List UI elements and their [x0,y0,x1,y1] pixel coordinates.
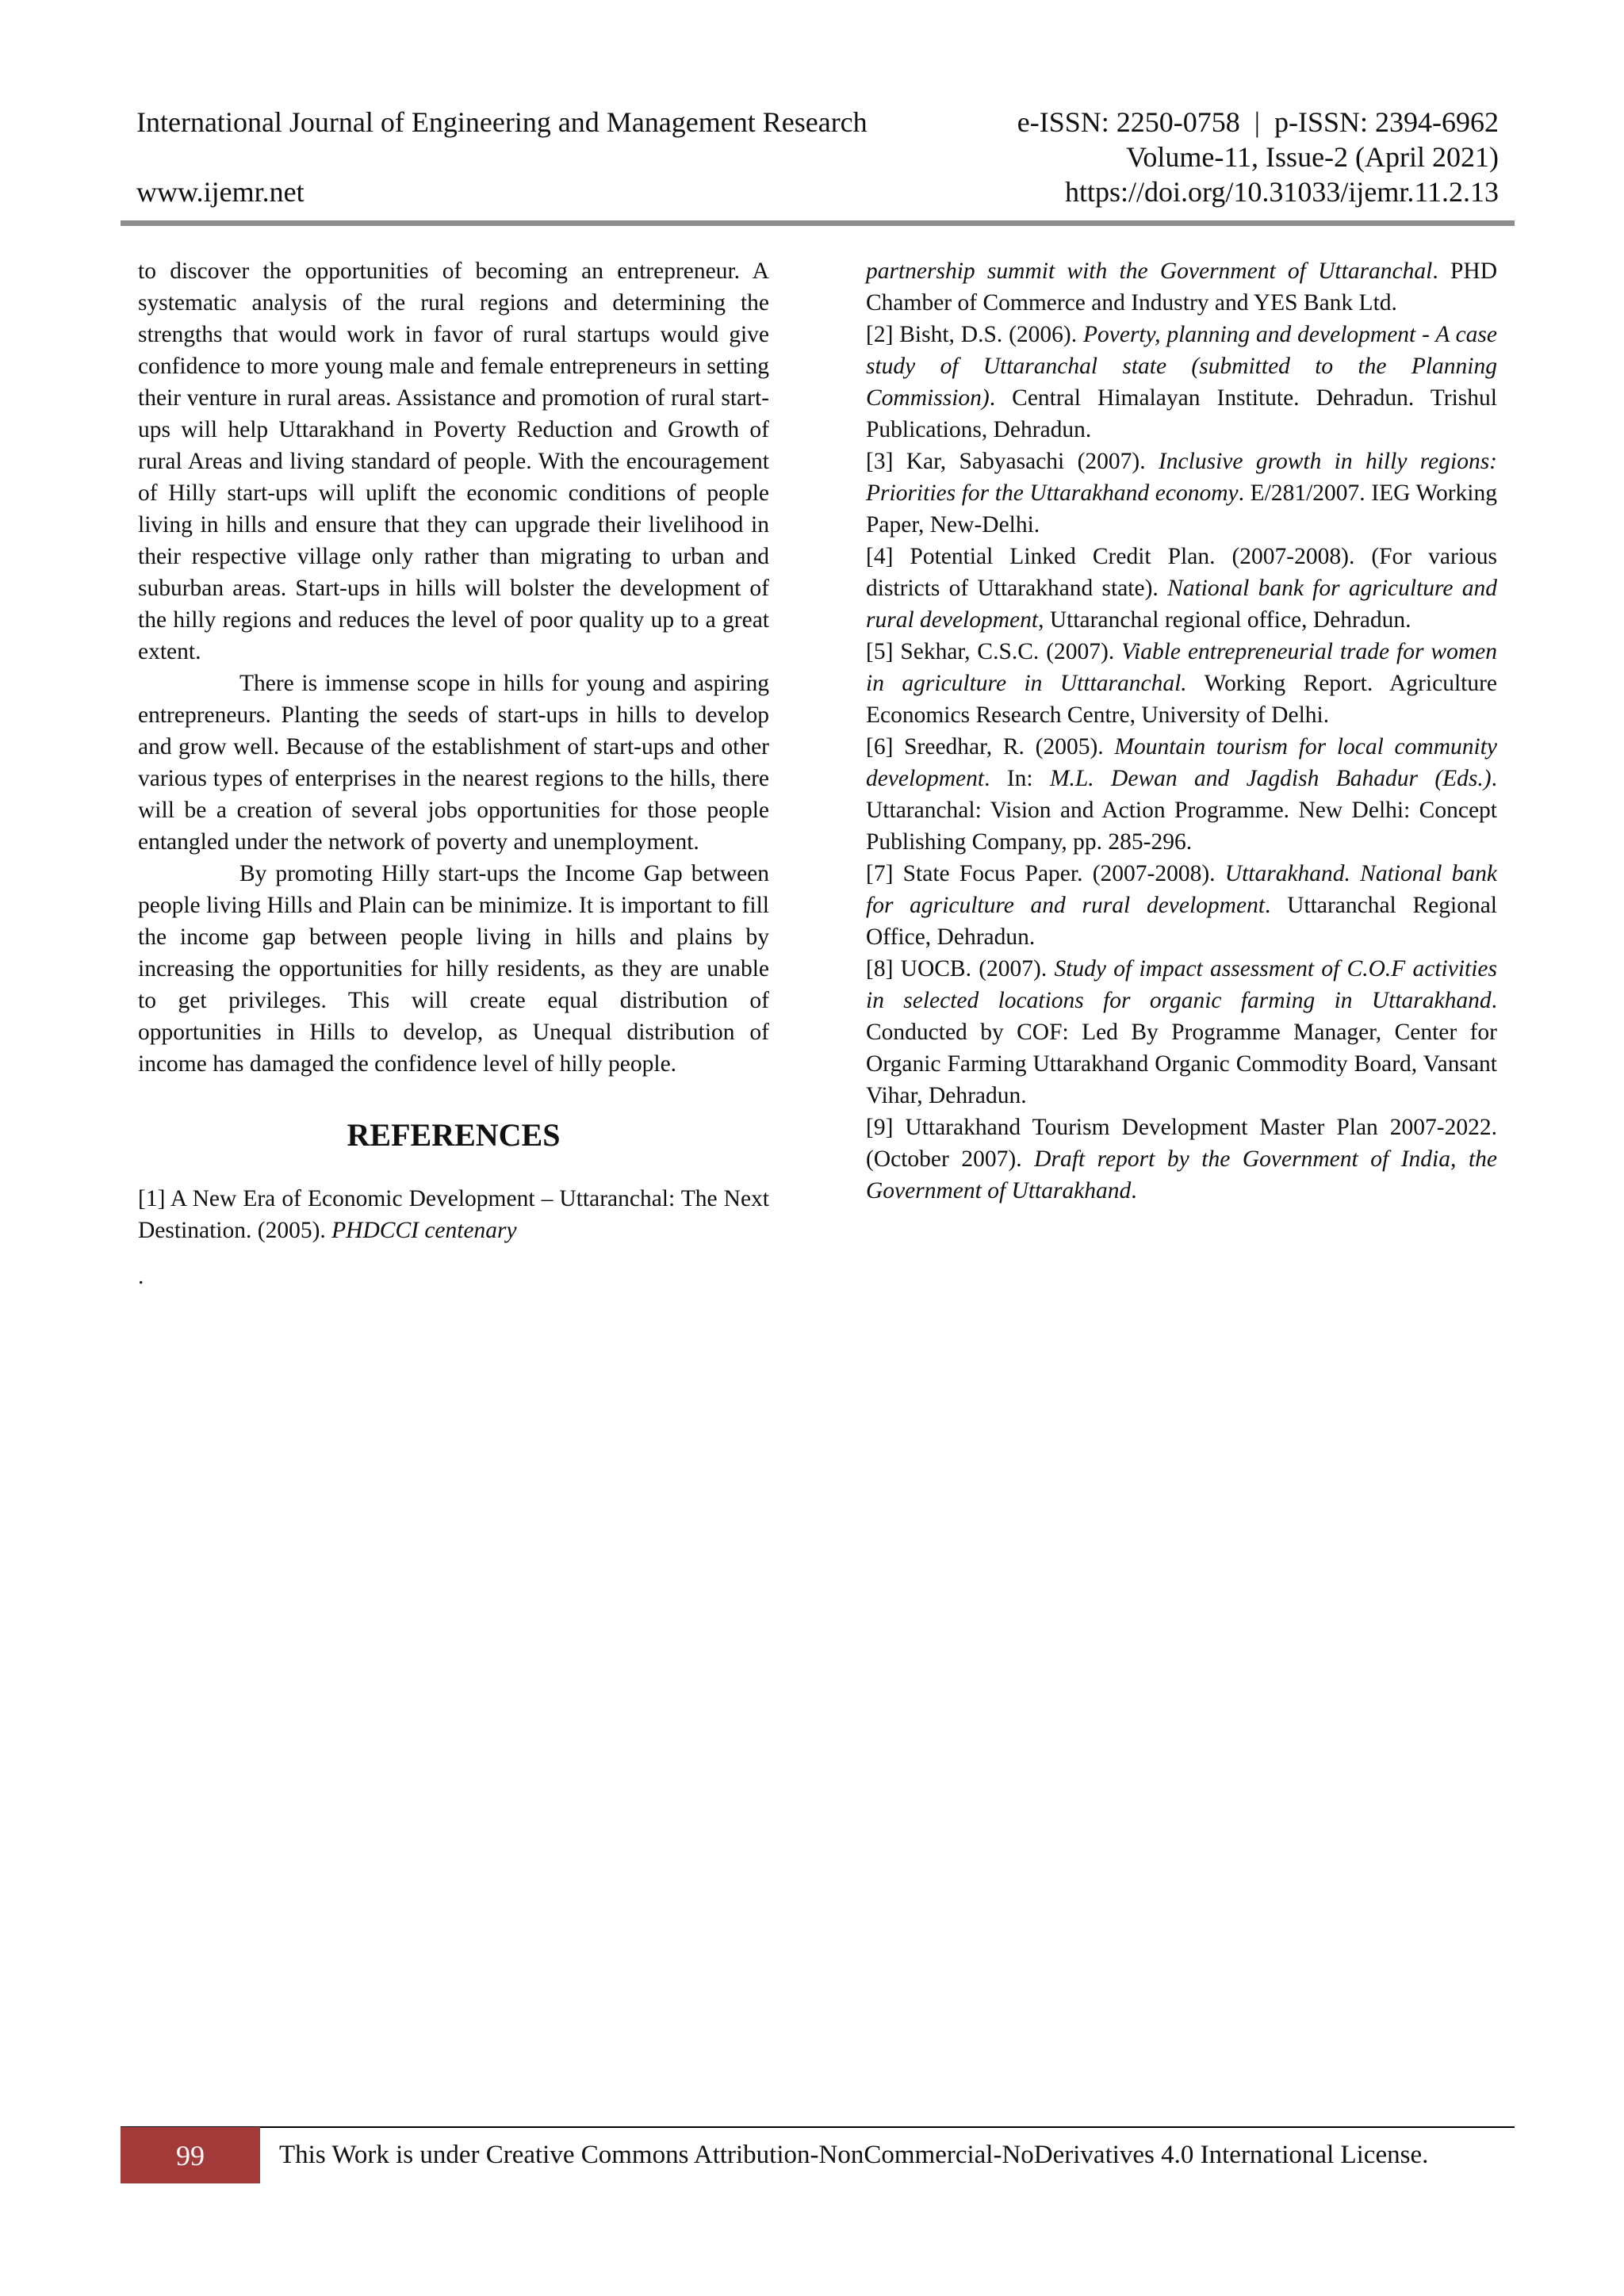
reference-1-italic-tail: partnership summit with the Government of Uttaranchal [866,258,1433,284]
header-row-1 [136,105,1499,140]
reference-1-continued: partnership summit with the Government of Uttaranchal. PHD Chamber of Commerce and Industry and YES Bank Ltd. [866,258,1497,316]
header-row-2 [136,140,1499,174]
reference-4: [4] Potential Linked Credit Plan. (2007-2008). (For various districts of Uttarakhand state). National bank for agriculture and rural development, Uttaranchal regional office, Dehradun. [866,544,1497,633]
reference-6: [6] Sreedhar, R. (2005). Mountain tourism for local community development. In: M.L. Dewan and Jagdish Bahadur (Eds.). Uttaranchal: Vision and Action Programme. New Delhi: Concept Publishing Company, pp. 285-296. [866,734,1497,855]
reference-3: [3] Kar, Sabyasachi (2007). Inclusive growth in hilly regions: Priorities for the Uttarakhand economy. E/281/2007. IEG Working Paper, New-Delhi. [866,449,1498,538]
header-rule [121,220,1515,226]
page-number: 99 [176,2139,205,2172]
stray-dot: . [138,1264,144,1289]
reference-2: [2] Bisht, D.S. (2006). Poverty, planning and development - A case study of Uttaranchal state (submitted to the Planning Commission). Central Himalayan Institute. Dehradun. Trishul Publications, Dehradun. [866,322,1497,442]
header-row-3 [136,174,1499,209]
website-link[interactable]: www.ijemr.net [136,176,304,208]
reference-5: [5] Sekhar, C.S.C. (2007). Viable entrepreneurial trade for women in agriculture in Utttaranchal. Working Report. Agriculture Economics Research Centre, University of Delhi. [866,639,1497,728]
page-number-box [121,2127,260,2183]
reference-9: [9] Uttarakhand Tourism Development Master Plan 2007-2022. (October 2007). Draft report by the Government of India, the Government of Uttarakhand. [866,1115,1497,1203]
volume-issue: Volume-11, Issue-2 (April 2021) [1126,141,1499,173]
page-header [136,105,1499,209]
issn: e-ISSN: 2250-0758 | p-ISSN: 2394-6962 [1017,106,1499,138]
references-heading: REFERENCES [347,1117,561,1153]
doi-link[interactable]: https://doi.org/10.31033/ijemr.11.2.13 [1064,176,1499,208]
body-paragraph-2: There is immense scope in hills for young and aspiring entrepreneurs. Planting the seeds of start-ups in hills to develop and grow well. Because of the establishment of start-ups and other various types of enterprises in the nearest regions to the hills, there will be a creation of several jobs opportunities for those people entangled under the network of poverty and unemployment. [138,671,769,855]
right-column [866,255,1497,1207]
journal-name: International Journal of Engineering and Management Research [136,106,868,138]
body-paragraph-3: By promoting Hilly start-ups the Income Gap between people living Hills and Plain can be minimize. It is important to fill the income gap between people living in hills and plains by increasing the opportunities for hilly residents, as they are unable to get privileges. This will create equal distribution of opportunities in Hills to develop, as Unequal distribution of income has damaged the confidence level of hilly people. [138,861,769,1077]
left-column [138,255,769,1292]
reference-7: [7] State Focus Paper. (2007-2008). Uttarakhand. National bank for agriculture and rural development. Uttaranchal Regional Office, Dehradun. [866,861,1497,950]
body-paragraph-1: to discover the opportunities of becoming an entrepreneur. A systematic analysis of the rural regions and determining the strengths that would work in favor of rural startups would give confidence to more young male and female entrepreneurs in setting their venture in rural areas. Assistance and promotion of rural start-ups will help Uttarakhand in Poverty Reduction and Growth of rural Areas and living standard of people. With the encouragement of Hilly start-ups will uplift the economic conditions of people living in hills and ensure that they can upgrade their livelihood in their respective village only rather than migrating to urban and suburban areas. Start-ups in hills will bolster the development of the hilly regions and reduces the level of poor quality up to a great extent. [138,258,769,664]
reference-1: [1] A New Era of Economic Development – Uttaranchal: The Next Destination. (2005). PHDCCI centenary [138,1186,769,1243]
reference-8: [8] UOCB. (2007). Study of impact assessment of C.O.F activities in selected locations for organic farming in Uttarakhand. Conducted by COF: Led By Programme Manager, Center for Organic Farming Uttarakhand Organic Commodity Board, Vansant Vihar, Dehradun. [866,956,1497,1108]
license-text: This Work is under Creative Commons Attribution-NonCommercial-NoDerivatives 4.0 International License. [279,2141,1429,2169]
